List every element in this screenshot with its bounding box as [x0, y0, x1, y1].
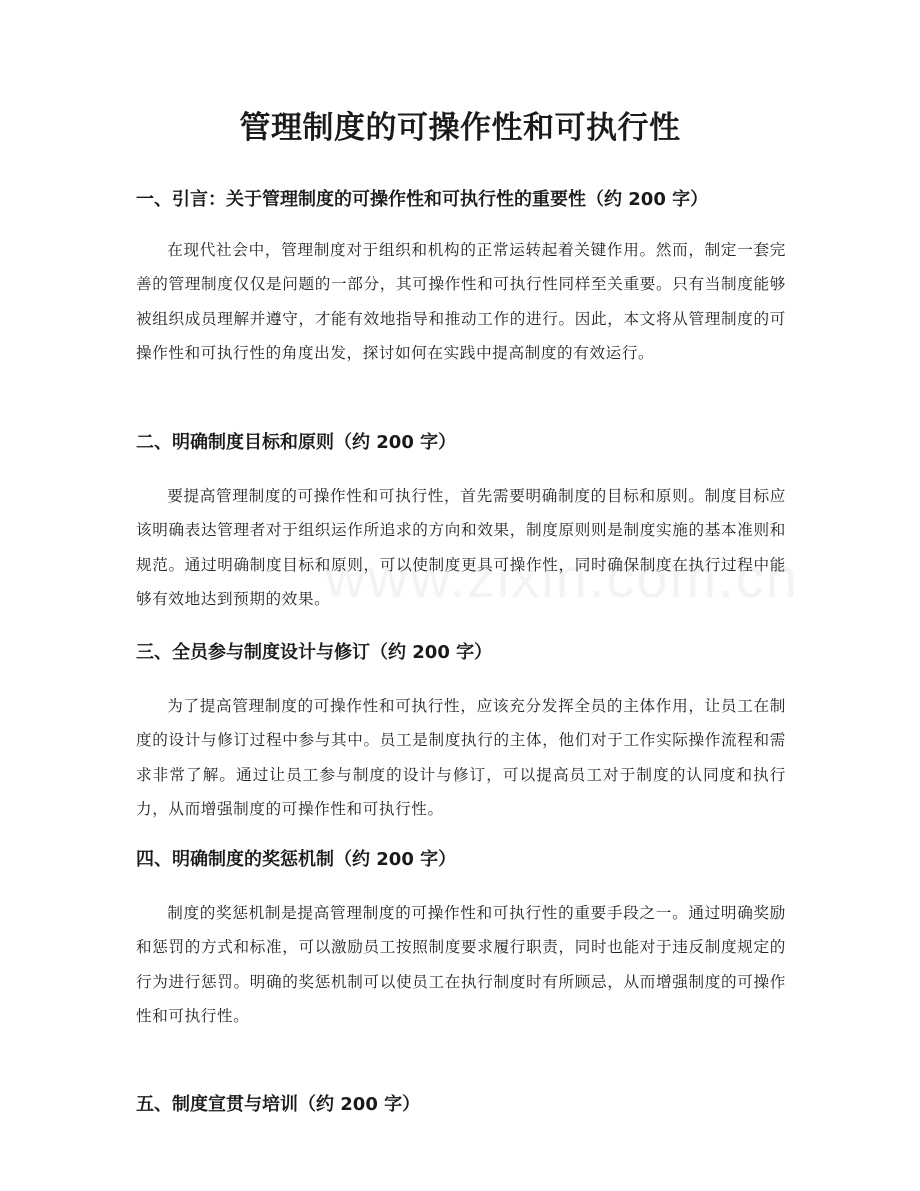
section-paragraph-4: 制度的奖惩机制是提高管理制度的可操作性和可执行性的重要手段之一。通过明确奖励和惩罚的方式和标准，可以激励员工按照制度要求履行职责，同时也能对于违反制度规定的行为进行惩罚。明确的奖惩机制可以使员工在执行制度时有所顾忌，从而增强制度的可操作性和可执行性。: [136, 904, 786, 1025]
section-paragraph-3: 为了提高管理制度的可操作性和可执行性，应该充分发挥全员的主体作用，让员工在制度的设计与修订过程中参与其中。员工是制度执行的主体，他们对于工作实际操作流程和需求非常了解。通过让员工参与制度的设计与修订，可以提高员工对于制度的认同度和执行力，从而增强制度的可操作性和可执行性。: [136, 697, 786, 818]
section-paragraph-2: 要提高管理制度的可操作性和可执行性，首先需要明确制度的目标和原则。制度目标应该明确表达管理者对于组织运作所追求的方向和效果，制度原则则是制度实施的基本准则和规范。通过明确制度目标和原则，可以使制度更具可操作性，同时确保制度在执行过程中能够有效地达到预期的效果。: [136, 487, 786, 608]
section-paragraph-1: 在现代社会中，管理制度对于组织和机构的正常运转起着关键作用。然而，制定一套完善的管理制度仅仅是问题的一部分，其可操作性和可执行性同样至关重要。只有当制度能够被组织成员理解并遵守，才能有效地指导和推动工作的进行。因此，本文将从管理制度的可操作性和可执行性的角度出发，探讨如何在实践中提高制度的有效运行。: [136, 241, 786, 362]
section-heading-2: 二、明确制度目标和原则（约 200 字）: [136, 432, 457, 453]
document-title: 管理制度的可操作性和可执行性: [239, 110, 681, 146]
section-heading-3: 三、全员参与制度设计与修订（约 200 字）: [136, 642, 493, 663]
section-heading-1: 一、引言：关于管理制度的可操作性和可执行性的重要性（约 200 字）: [136, 189, 709, 210]
section-heading-4: 四、明确制度的奖惩机制（约 200 字）: [136, 849, 457, 870]
section-heading-5: 五、制度宣贯与培训（约 200 字）: [136, 1094, 421, 1115]
